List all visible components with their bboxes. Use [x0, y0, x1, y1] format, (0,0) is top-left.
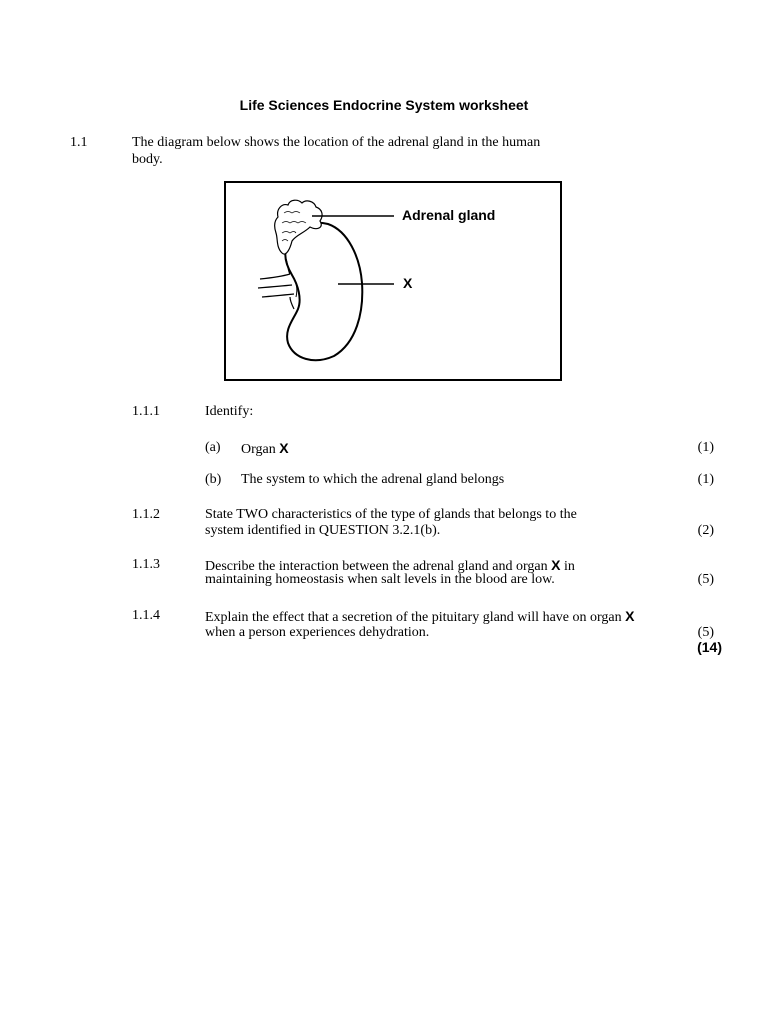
q111-text: Identify:: [205, 404, 254, 419]
q114-line2: when a person experiences dehydration.: [205, 625, 430, 640]
organ-x-label: X: [403, 275, 413, 291]
q114-marks: (5): [697, 625, 714, 640]
adrenal-gland-shape: [275, 200, 322, 254]
q113-line1-pre: Describe the interaction between the adrenal gland and organ: [205, 559, 552, 574]
q111a-text: [241, 440, 289, 458]
q112-marks: (2): [697, 523, 714, 538]
question-text-line1: [132, 135, 616, 151]
q112-line1: State TWO characteristics of the type of glands that belongs to the: [205, 507, 577, 522]
q114-line1-pre: Explain the effect that a secretion of the pituitary gland will have on organ: [205, 610, 626, 625]
q113-number: 1.1.3: [132, 557, 160, 572]
q114-number: 1.1.4: [132, 608, 160, 623]
q113-marks: (5): [697, 572, 714, 587]
question-text-1: The diagram below shows the location of the adrenal gland in the human: [132, 135, 541, 150]
q111b-text: The system to which the adrenal gland belongs: [241, 472, 505, 487]
q113-line1-post: in: [560, 559, 575, 574]
total-marks: (14): [697, 639, 722, 655]
q111a-letter: (a): [205, 440, 221, 455]
q114-line1: [205, 608, 634, 626]
q113-line1-bold: X: [551, 557, 561, 573]
q111a-text-bold: X: [279, 440, 289, 456]
q111b-letter: (b): [205, 472, 222, 487]
question-text-line2: body.: [132, 152, 163, 167]
kidney-diagram: [224, 181, 562, 381]
q114-line1-bold: X: [625, 608, 635, 624]
q113-line2: maintaining homeostasis when salt levels in the blood are low.: [205, 572, 555, 587]
question-number: 1.1: [70, 135, 88, 150]
q111-number: 1.1.1: [132, 404, 160, 419]
q111b-marks: (1): [697, 472, 714, 487]
q112-line2: system identified in QUESTION 3.2.1(b).: [205, 523, 441, 538]
worksheet-title: Life Sciences Endocrine System worksheet: [239, 97, 529, 113]
q111a-marks: (1): [697, 440, 714, 455]
adrenal-gland-label: Adrenal gland: [402, 207, 496, 223]
q111a-text-main: Organ: [241, 442, 280, 457]
q112-number: 1.1.2: [132, 507, 160, 522]
